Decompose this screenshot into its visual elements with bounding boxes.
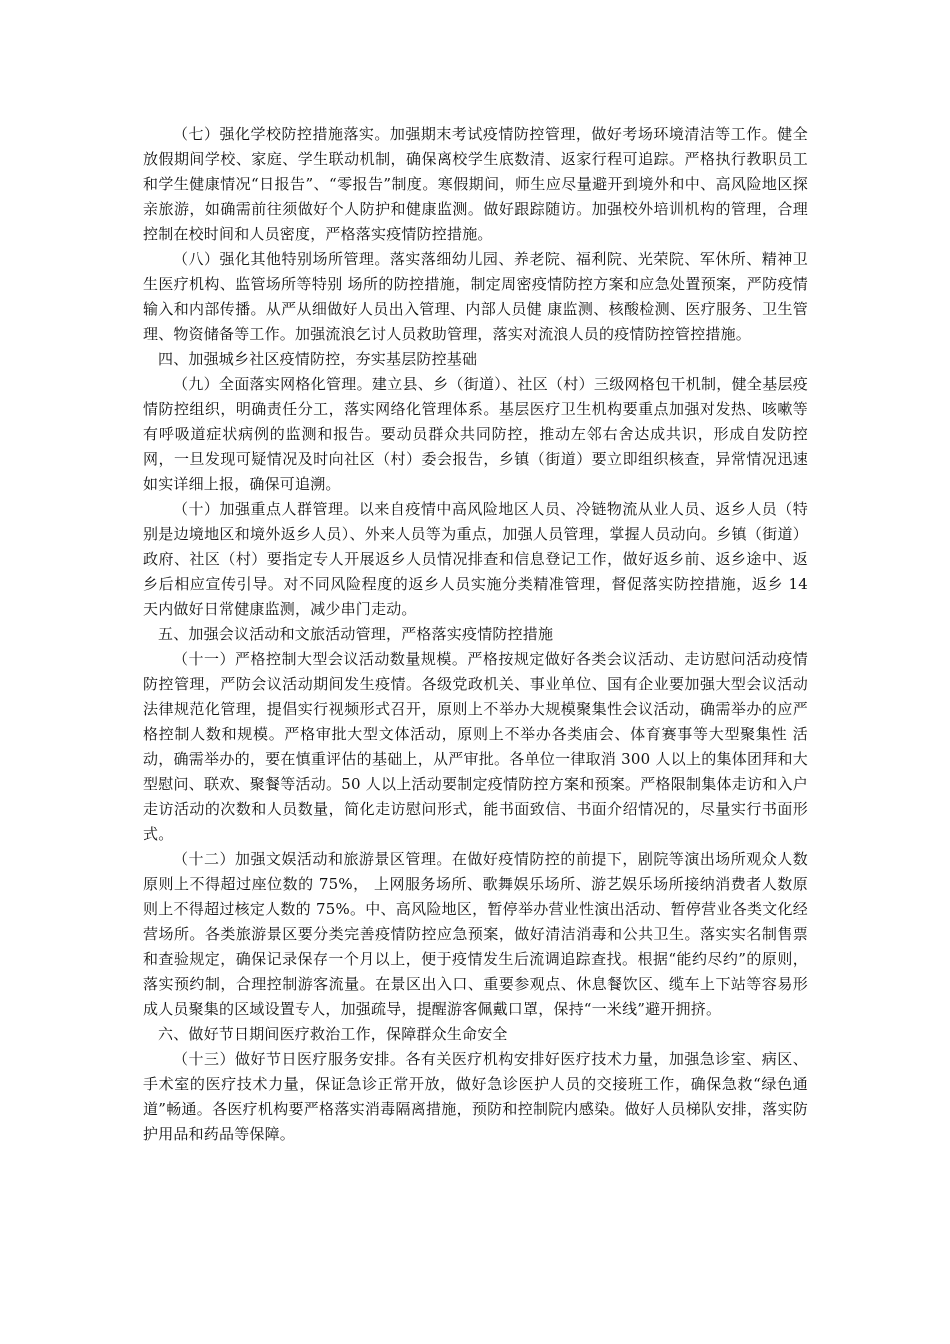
paragraph-11-meetings: （十一）严格控制大型会议活动数量规模。严格按规定做好各类会议活动、走访慰问活动疫情防控管理，严防会议活动期间发生疫情。各级党政机关、事业单位、国有企业要加强大型会议活动法律规范化管理，提倡实行视频形式召开，原则上不举办大规模聚集性会议活动，确需举办的应严格控制人数和规模。严格审批大型文体活动，原则上不举办各类庙会、体育赛事等大型聚集性 活动，确需举办的，要在慎重评估的基础上，从严审批。各单位一律取消 300 人以上的集体团拜和大型慰问、联欢、聚餐等活动。50 人以上活动要制定疫情防控方案和预案。严格限制集体走访和入户走访活动的次数和人员数量，简化走访慰问形式，能书面致信、书面介绍情况的，尽量实行书面形式。 xyxy=(143,650,808,843)
section-heading-4: 四、加强城乡社区疫情防控，夯实基层防控基础 xyxy=(158,350,478,368)
paragraph-9-grid-management: （九）全面落实网格化管理。建立县、乡（街道）、社区（村）三级网格包干机制，健全基层疫情防控组织，明确责任分工，落实网络化管理体系。基层医疗卫生机构要重点加强对发热、咳嗽等有呼吸道症状病例的监测和报告。要动员群众共同防控，推动左邻右舍达成共识，形成自发防控网，一旦发现可疑情况及时向社区（村）委会报告，乡镇（街道）要立即组织核查，异常情况迅速如实详细上报，确保可追溯。 xyxy=(143,375,808,493)
paragraph-12-entertainment-tourism: （十二）加强文娱活动和旅游景区管理。在做好疫情防控的前提下，剧院等演出场所观众人数原则上不得超过座位数的 75%， 上网服务场所、歌舞娱乐场所、游艺娱乐场所接纳消费者人数原则上不得超过核定人数的 75%。中、高风险地区，暂停举办营业性演出活动、暂停营业各类文化经营场所。各类旅游景区要分类完善疫情防控应急预案，做好清洁消毒和公共卫生。落实实名制售票和查验规定，确保记录保存一个月以上，便于疫情发生后流调追踪查找。根据“能约尽约”的原则，落实预约制，合理控制游客流量。在景区出入口、重要参观点、休息餐饮区、缆车上下站等容易形成人员聚集的区域设置专人，加强疏导，提醒游客佩戴口罩，保持“一米线”避开拥挤。 xyxy=(143,850,808,1018)
paragraph-13-medical-services: （十三）做好节日医疗服务安排。各有关医疗机构安排好医疗技术力量，加强急诊室、病区、手术室的医疗技术力量，保证急诊正常开放，做好急诊医护人员的交接班工作，确保急救“绿色通道”畅通。各医疗机构要严格落实消毒隔离措施，预防和控制院内感染。做好人员梯队安排，落实防护用品和药品等保障。 xyxy=(143,1050,808,1143)
section-heading-5: 五、加强会议活动和文旅活动管理，严格落实疫情防控措施 xyxy=(158,625,554,643)
section-heading-6: 六、做好节日期间医疗救治工作，保障群众生命安全 xyxy=(158,1025,508,1043)
paragraph-7-school-measures: （七）强化学校防控措施落实。加强期末考试疫情防控管理，做好考场环境清洁等工作。健全放假期间学校、家庭、学生联动机制，确保离校学生底数清、返家行程可追踪。严格执行教职员工和学生健康情况“日报告”、“零报告”制度。寒假期间，师生应尽量避开到境外和中、高风险地区探亲旅游，如确需前往须做好个人防护和健康监测。做好跟踪随访。加强校外培训机构的管理，合理控制在校时间和人员密度，严格落实疫情防控措施。 xyxy=(143,125,808,243)
document-page xyxy=(143,122,808,1147)
paragraph-8-special-venues: （八）强化其他特别场所管理。落实落细幼儿园、养老院、福利院、光荣院、军休所、精神卫生医疗机构、监管场所等特别 场所的防控措施，制定周密疫情防控方案和应急处置预案，严防疫情输入和内部传播。从严从细做好人员出入管理、内部人员健 康监测、核酸检测、医疗服务、卫生管理、物资储备等工作。加强流浪乞讨人员救助管理，落实对流浪人员的疫情防控管控措施。 xyxy=(143,250,808,343)
paragraph-10-key-groups: （十）加强重点人群管理。以来自疫情中高风险地区人员、冷链物流从业人员、返乡人员（特别是边境地区和境外返乡人员）、外来人员等为重点，加强人员管理，掌握人员动向。乡镇（街道）政府、社区（村）要指定专人开展返乡人员情况排查和信息登记工作，做好返乡前、返乡途中、返乡后相应宣传引导。对不同风险程度的返乡人员实施分类精准管理，督促落实防控措施，返乡 14 天内做好日常健康监测，减少串门走动。 xyxy=(143,500,808,618)
